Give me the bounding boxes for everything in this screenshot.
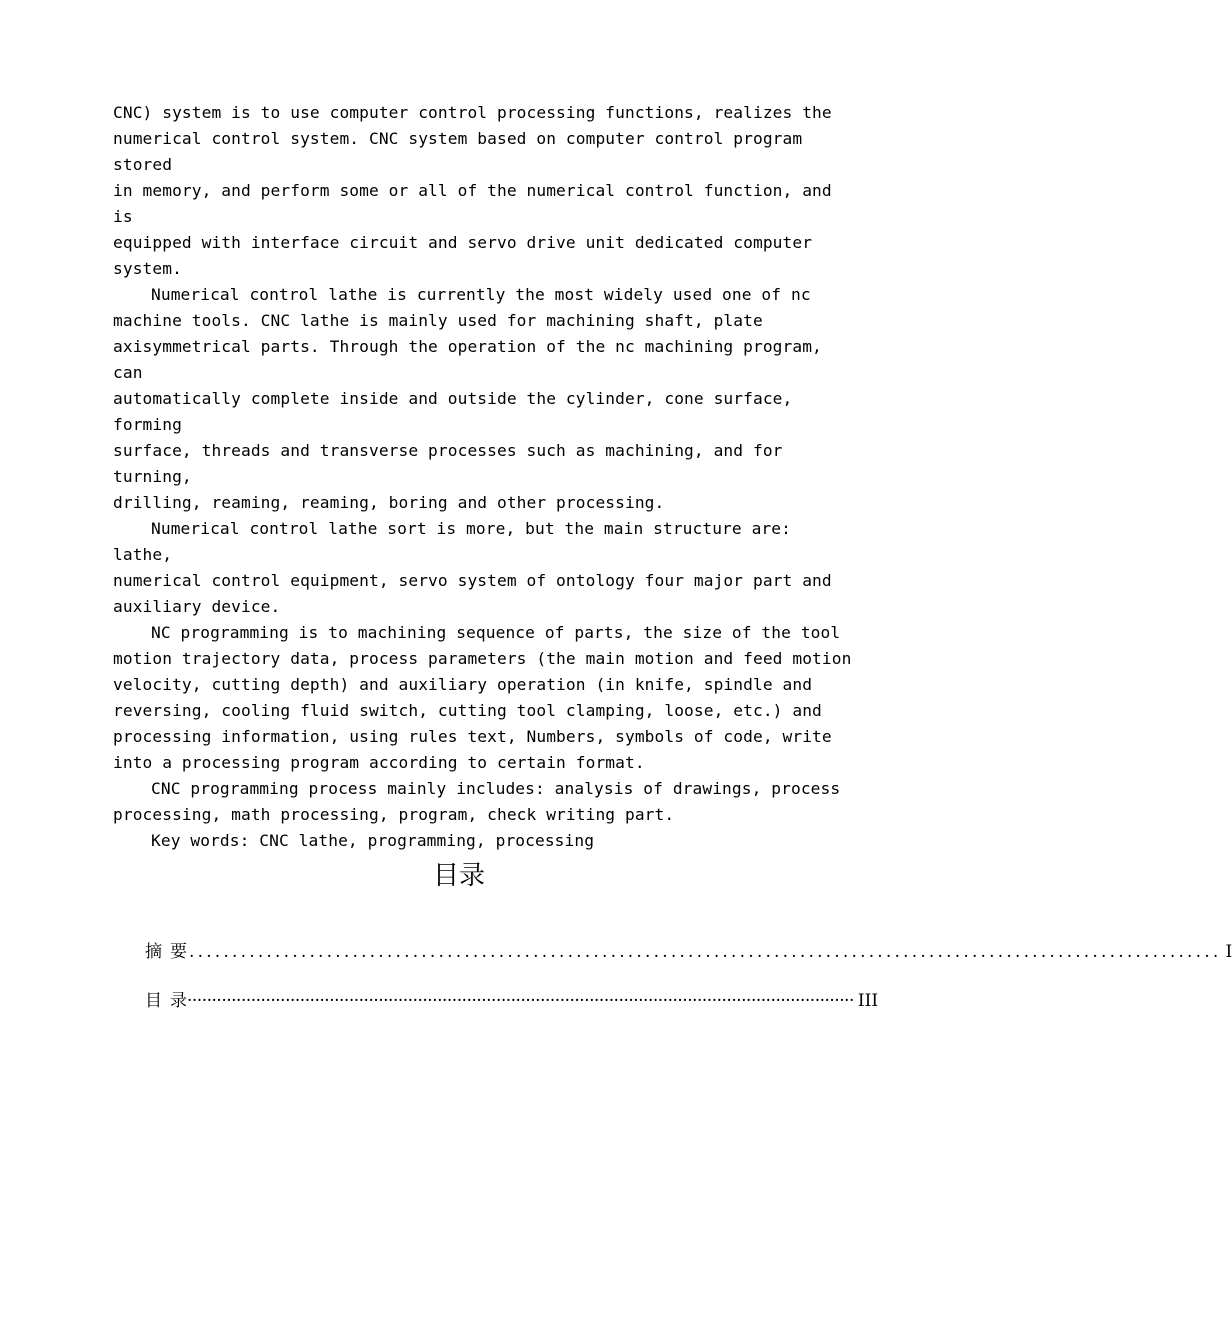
abstract-paragraph-5: CNC programming process mainly includes: analysis of drawings, process processing, math processing, program, check writing part.	[113, 779, 841, 824]
abstract-paragraph-4: NC programming is to machining sequence of parts, the size of the tool motion trajectory data, process parameters (the main motion and feed motion velocity, cutting depth) and auxiliary operation (in knife, spindle and reversing, cooling fluid switch, cutting tool clamping, loose, etc.) and processing information, using rules text, Numbers, symbols of code, write into a processing program according to certain format.	[113, 623, 852, 772]
toc-entry-label: 摘要	[145, 942, 195, 962]
toc-dot-leader: ········································································································································	[187, 991, 854, 1011]
abstract-paragraph-2: Numerical control lathe is currently the most widely used one of nc machine tools. CNC lathe is mainly used for machining shaft, plate axisymmetrical parts. Through the operation of the nc machining program, can automatically complete inside and outside the cylinder, cone surface, forming surface, threads and transverse processes such as machining, and for turning, drilling, reaming, reaming, boring and other processing.	[113, 285, 822, 512]
abstract-body	[113, 100, 858, 854]
toc-page-number: I	[1225, 942, 1232, 962]
toc-dot-leader: ........................................................................................................................	[189, 942, 1222, 962]
toc-page-number: III	[857, 991, 879, 1011]
toc-entry-abstract[interactable]	[145, 940, 1232, 964]
toc-entry-contents[interactable]	[145, 989, 879, 1013]
abstract-paragraph-3: Numerical control lathe sort is more, but the main structure are: lathe, numerical control equipment, servo system of ontology four major part and auxiliary device.	[113, 519, 832, 616]
toc-title: 目录	[432, 861, 485, 891]
abstract-paragraph-1: CNC) system is to use computer control processing functions, realizes the numerical control system. CNC system based on computer control program stored in memory, and perform some or all of the numerical control function, and is equipped with interface circuit and servo drive unit dedicated computer system.	[113, 103, 832, 278]
keywords-line: Key words: CNC lathe, programming, processing	[151, 831, 595, 850]
toc-entry-label: 目录	[145, 991, 195, 1011]
